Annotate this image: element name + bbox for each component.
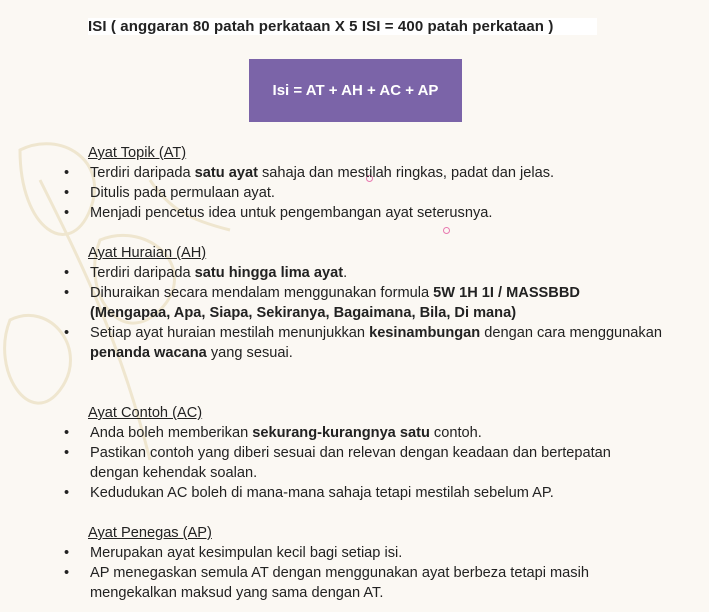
section-ayat-topik bbox=[62, 143, 662, 223]
section-title: Ayat Huraian (AH) bbox=[88, 245, 207, 261]
bullet-icon: • bbox=[64, 265, 70, 281]
list-item: • Setiap ayat huraian mestilah menunjukkan kesinambungan dengan cara menggunakan penanda wacana yang sesuai. bbox=[64, 325, 662, 361]
list-item: • Pastikan contoh yang diberi sesuai dan relevan dengan keadaan dan bertepatan dengan kehendak soalan. bbox=[64, 445, 611, 481]
list-item: • Dihuraikan secara mendalam menggunakan formula 5W 1H 1I / MASSBBD (Mengapaa, Apa, Siapa, Sekiranya, Bagaimana, Bila, Di mana) bbox=[64, 285, 580, 321]
page-title: ISI ( anggaran 80 patah perkataan X 5 ISI = 400 patah perkataan ) bbox=[88, 18, 597, 35]
bullet-icon: • bbox=[64, 545, 70, 561]
formula-text: Isi = AT + AH + AC + AP bbox=[272, 82, 439, 99]
section-ayat-penegas bbox=[62, 523, 662, 603]
list-item: • Terdiri daripada satu hingga lima ayat. bbox=[64, 265, 348, 281]
section-title: Ayat Topik (AT) bbox=[88, 145, 187, 161]
section-ayat-huraian bbox=[62, 243, 662, 363]
section-title: Ayat Penegas (AP) bbox=[88, 525, 212, 541]
list-item: • Terdiri daripada satu ayat sahaja dan mestilah ringkas, padat dan jelas. bbox=[64, 165, 555, 181]
section-title: Ayat Contoh (AC) bbox=[88, 405, 203, 421]
formula-box bbox=[249, 59, 462, 122]
decorative-dot bbox=[443, 227, 450, 234]
list-item: • Merupakan ayat kesimpulan kecil bagi setiap isi. bbox=[64, 545, 403, 561]
section-ayat-contoh bbox=[62, 403, 662, 503]
bullet-icon: • bbox=[64, 325, 70, 341]
list-item: • Kedudukan AC boleh di mana-mana sahaja tetapi mestilah sebelum AP. bbox=[64, 485, 554, 501]
bullet-icon: • bbox=[64, 445, 70, 461]
bullet-icon: • bbox=[64, 485, 70, 501]
bullet-icon: • bbox=[64, 285, 70, 301]
list-item: • Menjadi pencetus idea untuk pengembangan ayat seterusnya. bbox=[64, 205, 493, 221]
bullet-icon: • bbox=[64, 185, 70, 201]
bullet-icon: • bbox=[64, 205, 70, 221]
list-item: • Anda boleh memberikan sekurang-kurangnya satu contoh. bbox=[64, 425, 482, 441]
bullet-icon: • bbox=[64, 425, 70, 441]
list-item: • AP menegaskan semula AT dengan menggunakan ayat berbeza tetapi masih mengekalkan maksud yang sama dengan AT. bbox=[64, 565, 589, 601]
bullet-icon: • bbox=[64, 165, 70, 181]
list-item: • Ditulis pada permulaan ayat. bbox=[64, 185, 275, 201]
bullet-icon: • bbox=[64, 565, 70, 581]
